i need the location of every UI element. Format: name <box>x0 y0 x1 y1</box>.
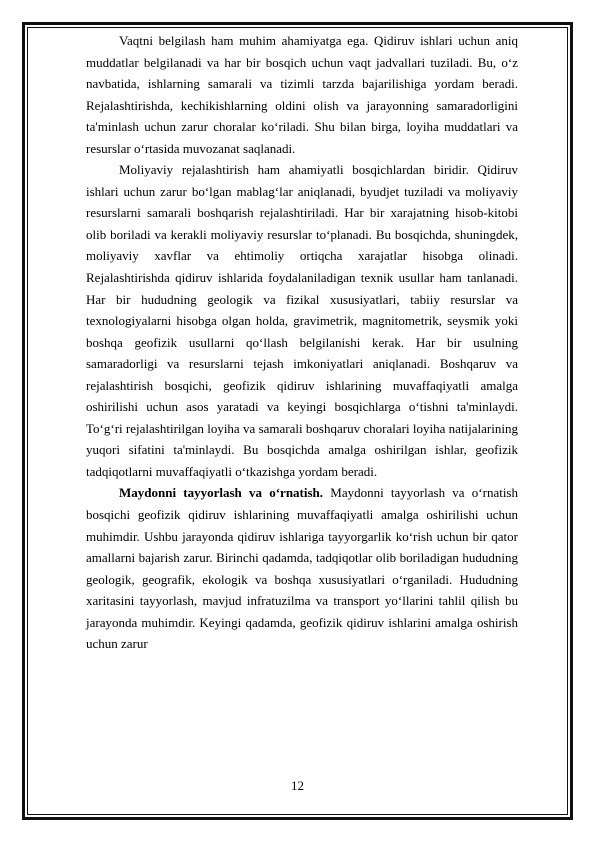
paragraph-text: Maydonni tayyorlash va o‘rnatish bosqichi geofizik qidiruv ishlarining muvaffaqiyatli amalga oshirilishi uchun muhimdir. Ushbu jarayonda qidiruv ishlariga tayyorgarlik ko‘rish uchun bir qator amallarni bajarish zarur. Birinchi qadamda, tadqiqotlar olib boriladigan hududning geologik, geografik, ekologik va boshqa xususiyatlari o‘rganiladi. Hududning xaritasini tayyorlash, mavjud infratuzilma va transport yo‘llarini tahlil qilish bu jarayonda muhimdir. Keyingi qadamda, geofizik qidiruv ishlarini amalga oshirish uchun zarur <box>86 485 518 652</box>
paragraph-lead-heading: Maydonni tayyorlash va o‘rnatish. <box>119 485 324 501</box>
paragraph-text: Moliyaviy rejalashtirish ham ahamiyatli bosqichlardan biridir. Qidiruv ishlari uchun zarur bo‘lgan mablag‘lar aniqlanadi, byudjet tuziladi va moliyaviy resurslarni samarali boshqarish rejalashtiriladi. Har bir xarajatning hisob-kitobi olib boriladi va kerakli moliyaviy resurslar to‘planadi. Bu bosqichda, shuningdek, moliyaviy xavflar va ehtimoliy ortiqcha xarajatlar hisobga olinadi. Rejalashtirishda qidiruv ishlarida foydalaniladigan texnik usullar ham tanlanadi. Har bir hududning geologik va fizikal xususiyatlari, tabiiy resurslar va texnologiyalarni hisobga olgan holda, gravimetrik, magnitometrik, seysmik yoki boshqa geofizik usullarni qo‘llash belgilanishi kerak. Har bir usulning samaradorligi va resurslarni tejash imkoniyatlari aniqlanadi. Boshqaruv va rejalashtirish bosqichi, geofizik qidiruv ishlarining muvaffaqiyatli amalga oshirilishi uchun asos yaratadi va keyingi bosqichlarga o‘tishni ta'minlaydi. To‘g‘ri rejalashtirilgan loyiha va samarali boshqaruv choralari loyiha natijalarining yuqori sifatini ta'minlaydi. Bu bosqichda amalga oshirilgan ishlar, geofizik tadqiqotlarni muvaffaqiyatli o‘tkazishga yordam beradi. <box>86 162 518 479</box>
page-number: 12 <box>291 778 304 793</box>
paragraph-site-preparation <box>86 482 518 654</box>
paragraph-text: Vaqtni belgilash ham muhim ahamiyatga ega. Qidiruv ishlari uchun aniq muddatlar belgilanadi va har bir bosqich uchun vaqt jadvallari tuziladi. Bu, o‘z navbatida, ishlarning samarali va tizimli tarzda bajarilishiga yordam beradi. Rejalashtirishda, kechikishlarning oldini olish va jarayonning samaradorligini ta'minlash uchun zarur choralar ko‘riladi. Shu bilan birga, loyiha muddatlari va resurslar o‘rtasida muvozanat saqlanadi. <box>86 33 518 156</box>
paragraph-timing <box>86 30 518 159</box>
paragraph-financial-planning <box>86 159 518 482</box>
document-body <box>86 30 518 655</box>
